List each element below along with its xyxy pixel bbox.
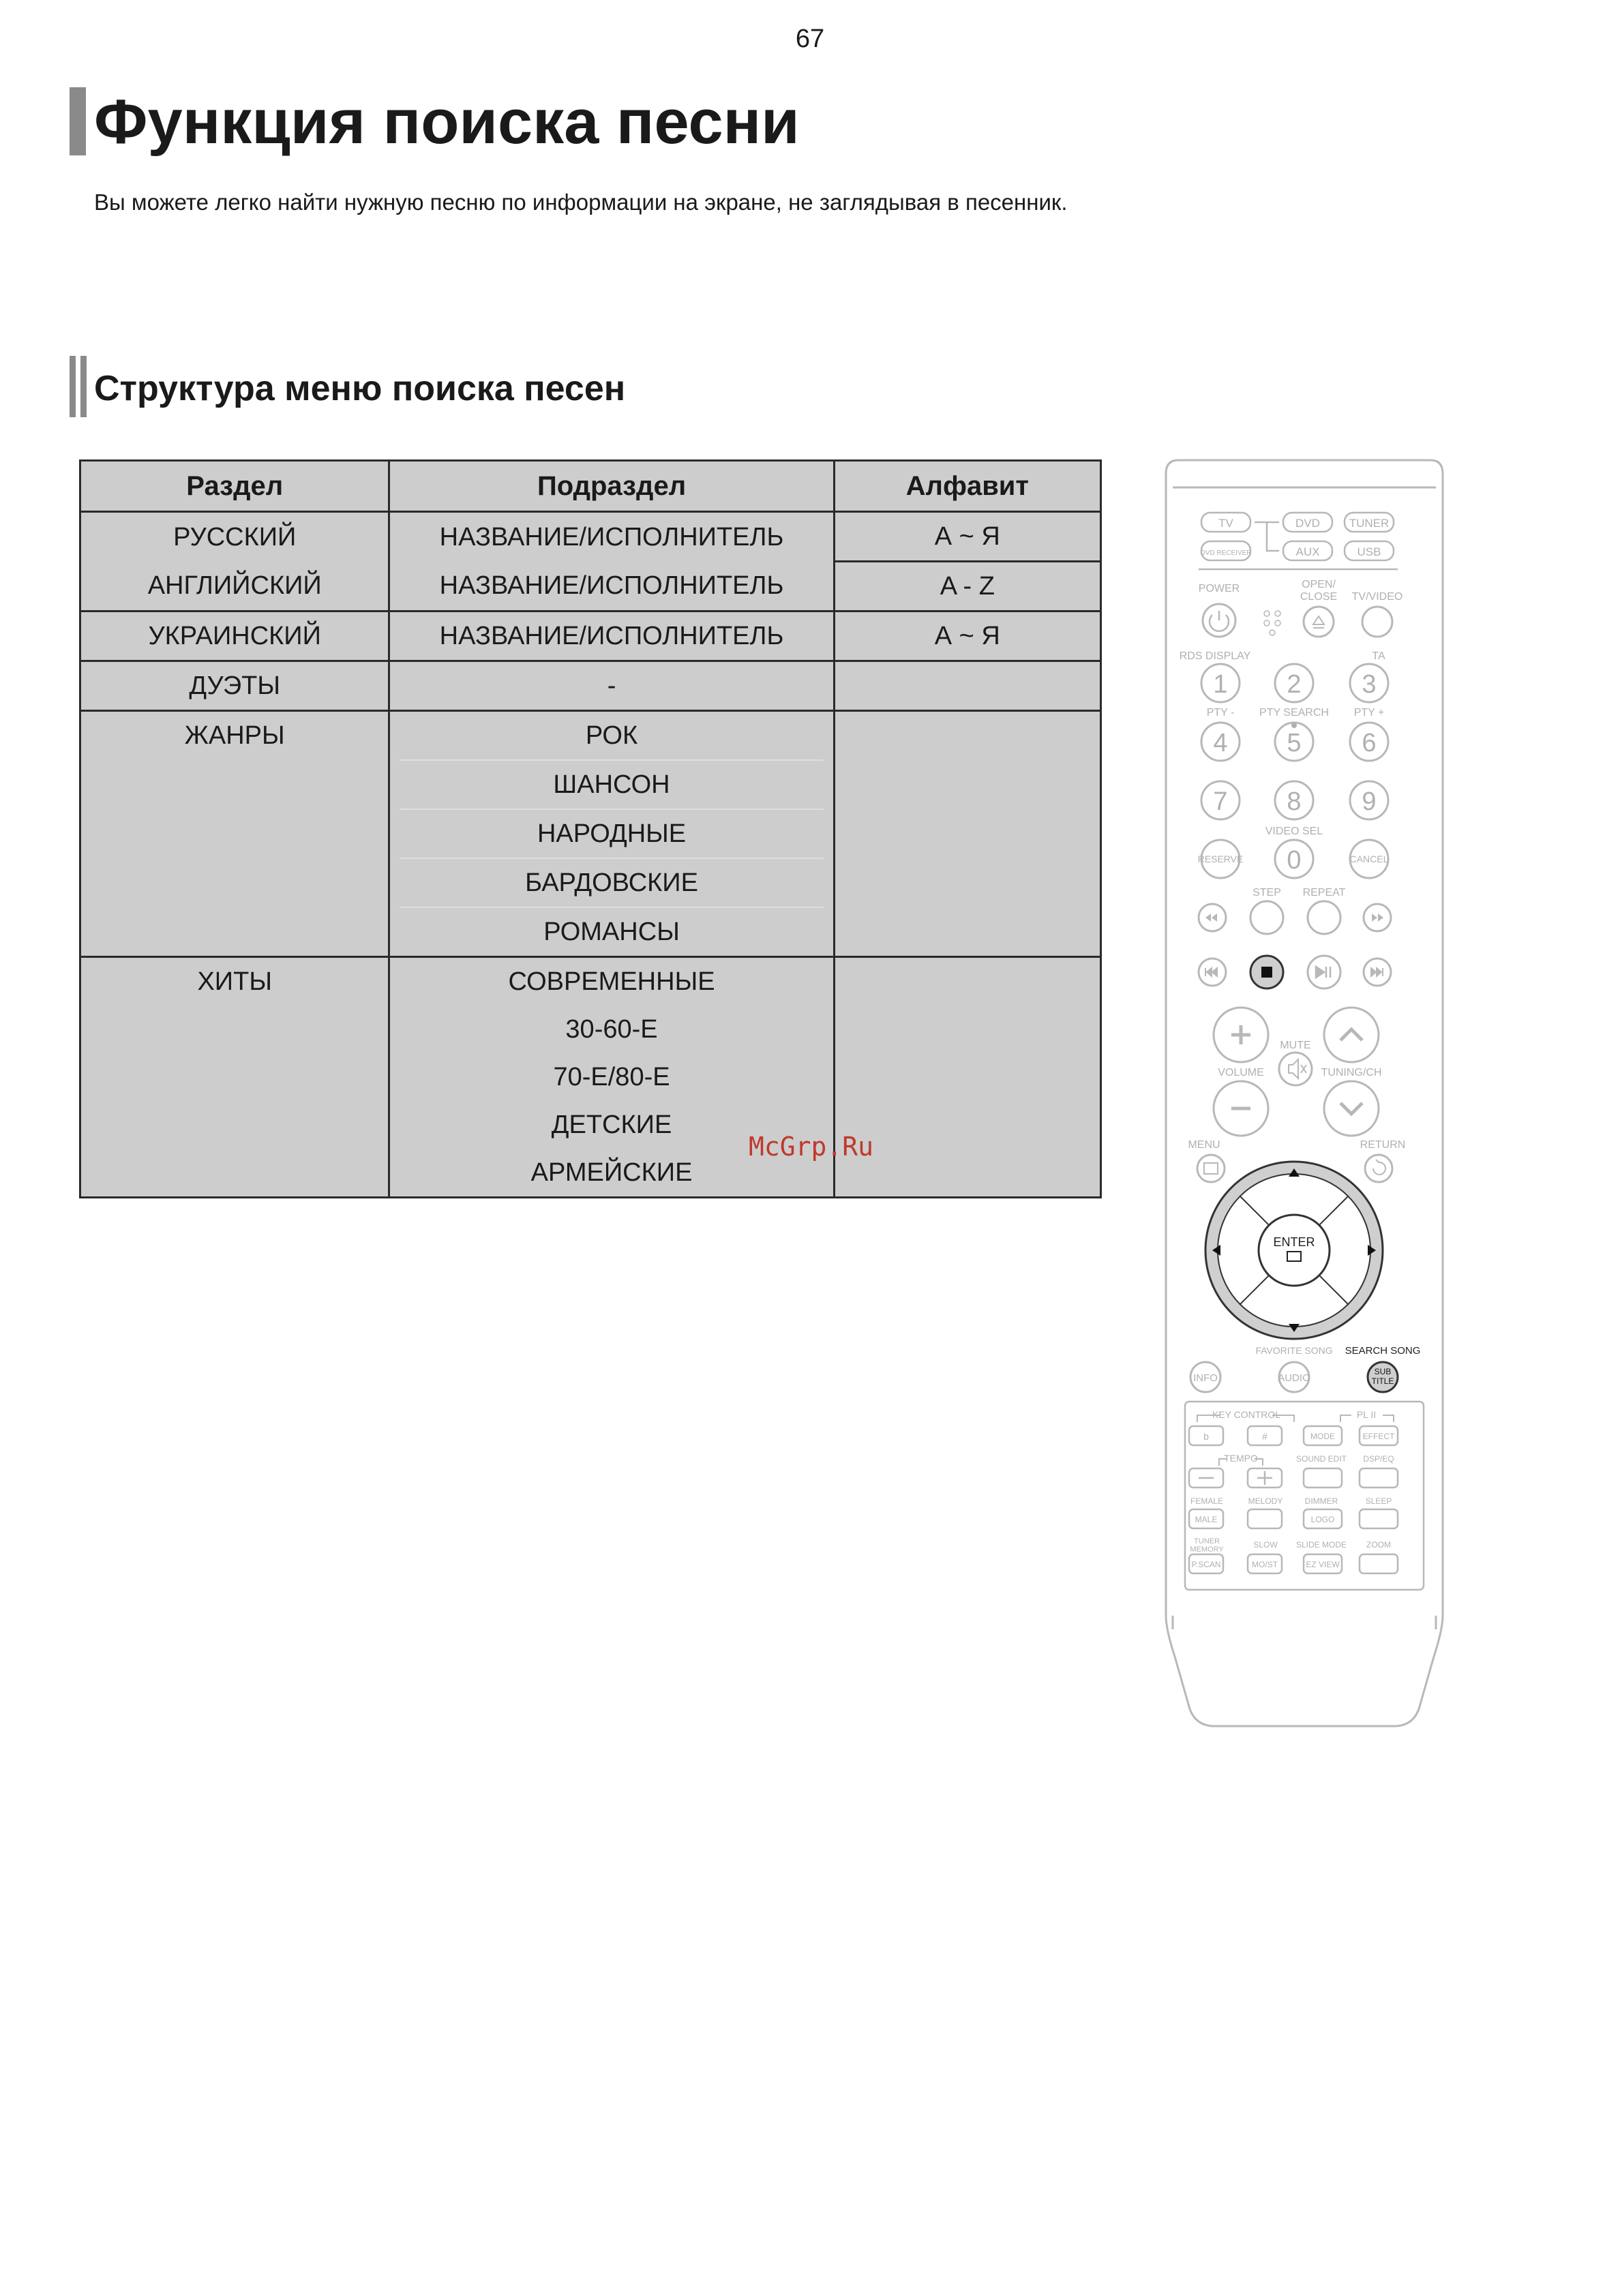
source-dvd: DVD bbox=[1295, 517, 1320, 530]
label-dsp-eq: DSP/EQ bbox=[1363, 1454, 1394, 1464]
label-tuner-memory-2: MEMORY bbox=[1190, 1545, 1224, 1554]
label-male: MALE bbox=[1195, 1515, 1218, 1524]
label-sharp: # bbox=[1262, 1431, 1268, 1442]
search-menu-table bbox=[79, 459, 1102, 1198]
source-aux: AUX bbox=[1295, 545, 1320, 558]
label-pty-plus: PTY + bbox=[1353, 707, 1385, 719]
hits-item: ДЕТСКИЕ bbox=[551, 1111, 672, 1139]
hits-item: 30-60-Е bbox=[565, 1015, 658, 1044]
table-header-row bbox=[80, 461, 1101, 512]
table-row bbox=[80, 711, 1101, 957]
genre-item: РОК bbox=[400, 712, 823, 761]
alphabet-cell: А ~ Я bbox=[834, 512, 1100, 562]
intro-text: Вы можете легко найти нужную песню по информации на экране, не заглядывая в песенник. bbox=[94, 190, 1068, 215]
subsection-cell: - bbox=[389, 661, 834, 711]
label-slide-mode: SLIDE MODE bbox=[1295, 1540, 1347, 1550]
label-tv-video: TV/VIDEO bbox=[1351, 591, 1403, 603]
hits-item: АРМЕЙСКИЕ bbox=[530, 1158, 693, 1187]
label-return: RETURN bbox=[1360, 1139, 1406, 1151]
section-label: ХИТЫ bbox=[197, 967, 272, 996]
label-melody: MELODY bbox=[1248, 1496, 1283, 1506]
label-tuning: TUNING/CH bbox=[1321, 1067, 1382, 1078]
section-cell: УКРАИНСКИЙ bbox=[80, 611, 389, 661]
label-effect: EFFECT bbox=[1362, 1432, 1395, 1441]
direction-pad bbox=[1205, 1162, 1383, 1339]
table-row bbox=[80, 661, 1101, 711]
menu-button[interactable] bbox=[1197, 1155, 1225, 1182]
table-row bbox=[80, 957, 1101, 1198]
tv-video-button[interactable] bbox=[1362, 607, 1392, 637]
zoom-button[interactable] bbox=[1360, 1554, 1398, 1573]
label-power: POWER bbox=[1198, 583, 1240, 594]
label-pty-minus: PTY - bbox=[1206, 707, 1235, 719]
sound-edit-button[interactable] bbox=[1304, 1468, 1342, 1487]
label-sleep: SLEEP bbox=[1365, 1496, 1392, 1506]
alphabet-cell bbox=[834, 957, 1100, 1198]
digit-2: 2 bbox=[1287, 670, 1302, 699]
header-alphabet: Алфавит bbox=[834, 461, 1100, 512]
alphabet-cell bbox=[834, 711, 1100, 957]
mute-button[interactable] bbox=[1279, 1053, 1312, 1085]
label-menu: MENU bbox=[1188, 1139, 1220, 1151]
remote-control-illustration bbox=[1158, 457, 1451, 1738]
hits-item: 70-Е/80-Е bbox=[553, 1063, 670, 1091]
label-tempo: TEMPO bbox=[1224, 1453, 1258, 1464]
label-dimmer: DIMMER bbox=[1304, 1496, 1338, 1506]
source-buttons bbox=[1199, 513, 1398, 569]
label-video-sel: VIDEO SEL bbox=[1265, 826, 1323, 837]
label-pty-search: PTY SEARCH bbox=[1259, 707, 1329, 719]
page-title: Функция поиска песни bbox=[94, 87, 800, 157]
label-zoom: ZOOM bbox=[1366, 1540, 1391, 1550]
label-pl2: PL II bbox=[1356, 1409, 1377, 1420]
digit-3: 3 bbox=[1362, 670, 1377, 699]
label-repeat: REPEAT bbox=[1302, 887, 1346, 898]
section-cell: РУССКИЙ bbox=[80, 512, 389, 562]
genre-item: БАРДОВСКИЕ bbox=[400, 859, 823, 908]
digit-5: 5 bbox=[1287, 729, 1302, 757]
label-ez-view: EZ VIEW bbox=[1306, 1560, 1340, 1569]
section-cell bbox=[80, 711, 389, 957]
section-cell: ДУЭТЫ bbox=[80, 661, 389, 711]
digit-6: 6 bbox=[1362, 729, 1377, 757]
label-slow: SLOW bbox=[1253, 1540, 1278, 1550]
label-info: INFO bbox=[1193, 1372, 1218, 1384]
number-keys bbox=[1201, 664, 1388, 878]
alphabet-cell: A - Z bbox=[834, 562, 1100, 611]
subsection-cell bbox=[389, 711, 834, 957]
label-mode: MODE bbox=[1310, 1432, 1335, 1441]
section-cell: АНГЛИЙСКИЙ bbox=[80, 562, 389, 611]
label-rds: RDS DISPLAY bbox=[1179, 650, 1251, 662]
label-flat: b bbox=[1203, 1431, 1209, 1442]
header-subsection: Подраздел bbox=[389, 461, 834, 512]
label-audio: AUDIO bbox=[1278, 1372, 1310, 1384]
label-open-close: OPEN/ bbox=[1302, 579, 1336, 590]
label-favorite-song: FAVORITE SONG bbox=[1255, 1345, 1333, 1356]
watermark: McGrp.Ru bbox=[749, 1132, 874, 1162]
title-accent-bar bbox=[70, 87, 86, 155]
section-cell bbox=[80, 957, 389, 1198]
label-sub: SUB bbox=[1374, 1367, 1392, 1376]
sleep-button[interactable] bbox=[1360, 1509, 1398, 1528]
tuning-up-button[interactable] bbox=[1324, 1008, 1379, 1062]
hits-item: СОВРЕМЕННЫЕ bbox=[508, 967, 715, 996]
table-row bbox=[80, 512, 1101, 562]
genre-item: ШАНСОН bbox=[400, 761, 823, 810]
section-subtitle: Структура меню поиска песен bbox=[94, 369, 626, 408]
tuning-down-button[interactable] bbox=[1324, 1081, 1379, 1136]
label-tuner-memory: TUNER bbox=[1194, 1537, 1220, 1545]
subsection-cell: НАЗВАНИЕ/ИСПОЛНИТЕЛЬ bbox=[389, 512, 834, 562]
label-key-control: KEY CONTROL bbox=[1212, 1409, 1281, 1420]
label-title: TITLE bbox=[1371, 1376, 1394, 1386]
digit-0: 0 bbox=[1287, 846, 1302, 875]
digit-9: 9 bbox=[1362, 787, 1377, 816]
label-open-close-2: CLOSE bbox=[1300, 591, 1338, 603]
label-ta: TA bbox=[1372, 650, 1385, 662]
label-cancel: CANCEL bbox=[1349, 854, 1389, 864]
label-reserve: RESERVE bbox=[1197, 854, 1244, 864]
source-tv: TV bbox=[1218, 517, 1233, 530]
digit-8: 8 bbox=[1287, 787, 1302, 816]
label-female: FEMALE bbox=[1190, 1496, 1224, 1506]
source-usb: USB bbox=[1357, 545, 1381, 558]
label-mo-st: MO/ST bbox=[1252, 1560, 1278, 1569]
alphabet-cell bbox=[834, 661, 1100, 711]
digit-1: 1 bbox=[1213, 670, 1228, 699]
label-search-song: SEARCH SONG bbox=[1345, 1345, 1421, 1357]
repeat-button[interactable] bbox=[1308, 901, 1340, 934]
label-enter: ENTER bbox=[1273, 1235, 1315, 1249]
alphabet-cell: А ~ Я bbox=[834, 611, 1100, 661]
subtitle-accent-bar bbox=[70, 356, 76, 417]
digit-4: 4 bbox=[1213, 729, 1228, 757]
label-p-scan: P.SCAN bbox=[1191, 1560, 1221, 1569]
table-row bbox=[80, 562, 1101, 611]
label-mute: MUTE bbox=[1280, 1040, 1311, 1051]
label-sound-edit: SOUND EDIT bbox=[1295, 1454, 1347, 1464]
melody-button[interactable] bbox=[1248, 1509, 1282, 1528]
label-step: STEP bbox=[1252, 887, 1281, 898]
subsection-cell: НАЗВАНИЕ/ИСПОЛНИТЕЛЬ bbox=[389, 611, 834, 661]
step-button[interactable] bbox=[1250, 901, 1283, 934]
dsp-eq-button[interactable] bbox=[1360, 1468, 1398, 1487]
subtitle-accent-bar-2 bbox=[80, 356, 87, 417]
page-number: 67 bbox=[795, 25, 825, 53]
open-close-button[interactable] bbox=[1304, 607, 1334, 637]
label-volume: VOLUME bbox=[1218, 1067, 1264, 1078]
genre-item: НАРОДНЫЕ bbox=[400, 810, 823, 859]
label-logo: LOGO bbox=[1310, 1515, 1335, 1524]
return-button[interactable] bbox=[1365, 1155, 1392, 1182]
source-tuner: TUNER bbox=[1349, 517, 1390, 530]
genre-item: РОМАНСЫ bbox=[543, 918, 680, 946]
enter-button[interactable] bbox=[1259, 1215, 1330, 1286]
source-dvd-receiver: DVD RECEIVER bbox=[1200, 549, 1252, 557]
digit-7: 7 bbox=[1213, 787, 1228, 816]
header-section: Раздел bbox=[80, 461, 389, 512]
table-row bbox=[80, 611, 1101, 661]
subsection-cell: НАЗВАНИЕ/ИСПОЛНИТЕЛЬ bbox=[389, 562, 834, 611]
section-label: ЖАНРЫ bbox=[184, 721, 285, 750]
